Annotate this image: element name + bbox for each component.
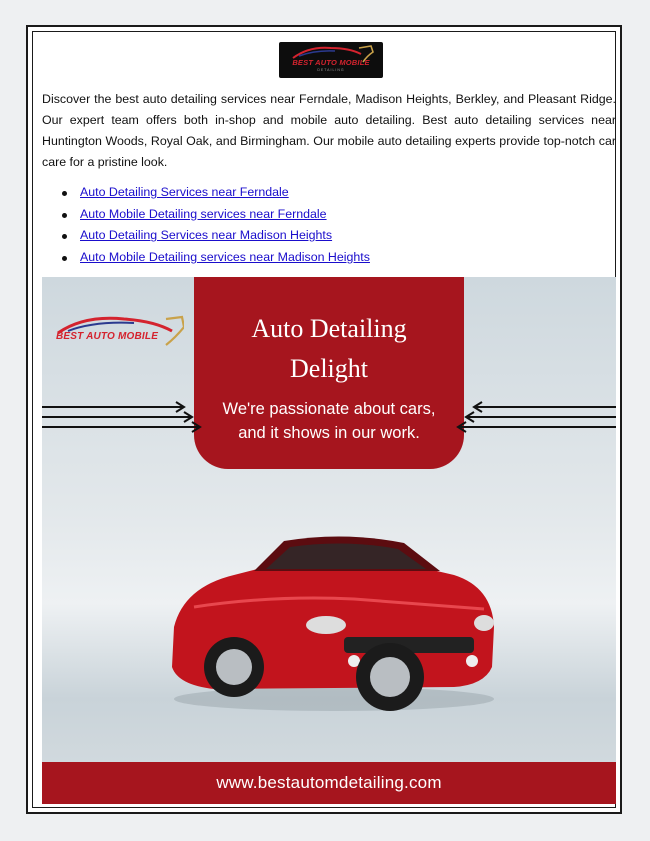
link-ferndale-mobile[interactable]: Auto Mobile Detailing services near Ferndale xyxy=(80,206,327,221)
logo-subtext: DETAILING xyxy=(317,68,345,72)
brand-logo xyxy=(279,42,383,78)
banner-logo xyxy=(54,313,184,353)
link-ferndale-detailing[interactable]: Auto Detailing Services near Ferndale xyxy=(80,185,289,199)
logo-text: BEST AUTO MOBILE xyxy=(292,58,370,67)
right-arrows-icon xyxy=(42,399,202,439)
left-arrows-icon xyxy=(456,399,616,439)
red-convertible-car-image xyxy=(154,517,504,717)
list-item xyxy=(42,182,370,204)
banner-title-line1: Auto Detailing xyxy=(251,314,407,343)
link-madison-mobile[interactable]: Auto Mobile Detailing services near Madison Heights xyxy=(80,250,370,265)
page-content xyxy=(32,31,616,808)
banner-subtitle: We're passionate about cars, and it shows in our work. xyxy=(222,400,436,442)
banner-title-line2: Delight xyxy=(290,354,368,383)
banner-logo-text: BEST AUTO MOBILE xyxy=(56,331,159,342)
link-madison-detailing[interactable]: Auto Detailing Services near Madison Heights xyxy=(80,228,333,243)
list-item xyxy=(42,204,370,226)
website-footer: www.bestautomdetailing.com xyxy=(42,762,616,804)
list-item xyxy=(42,225,370,247)
promo-banner xyxy=(42,277,616,804)
service-links-list xyxy=(42,182,370,269)
page-frame xyxy=(26,25,622,814)
list-item xyxy=(42,247,370,269)
headline-panel xyxy=(194,277,464,469)
banner-title xyxy=(194,277,464,389)
intro-paragraph: Discover the best auto detailing services near Ferndale, Madison Heights, Berkley, and Pleasant Ridge. Our expert team offers both in-shop and mobile auto detailing. Best auto detailing services near Huntington Woods, Royal Oak, and Birmingham. Our mobile auto detailing experts provide top-notch car care for a pristine look. xyxy=(42,92,616,169)
